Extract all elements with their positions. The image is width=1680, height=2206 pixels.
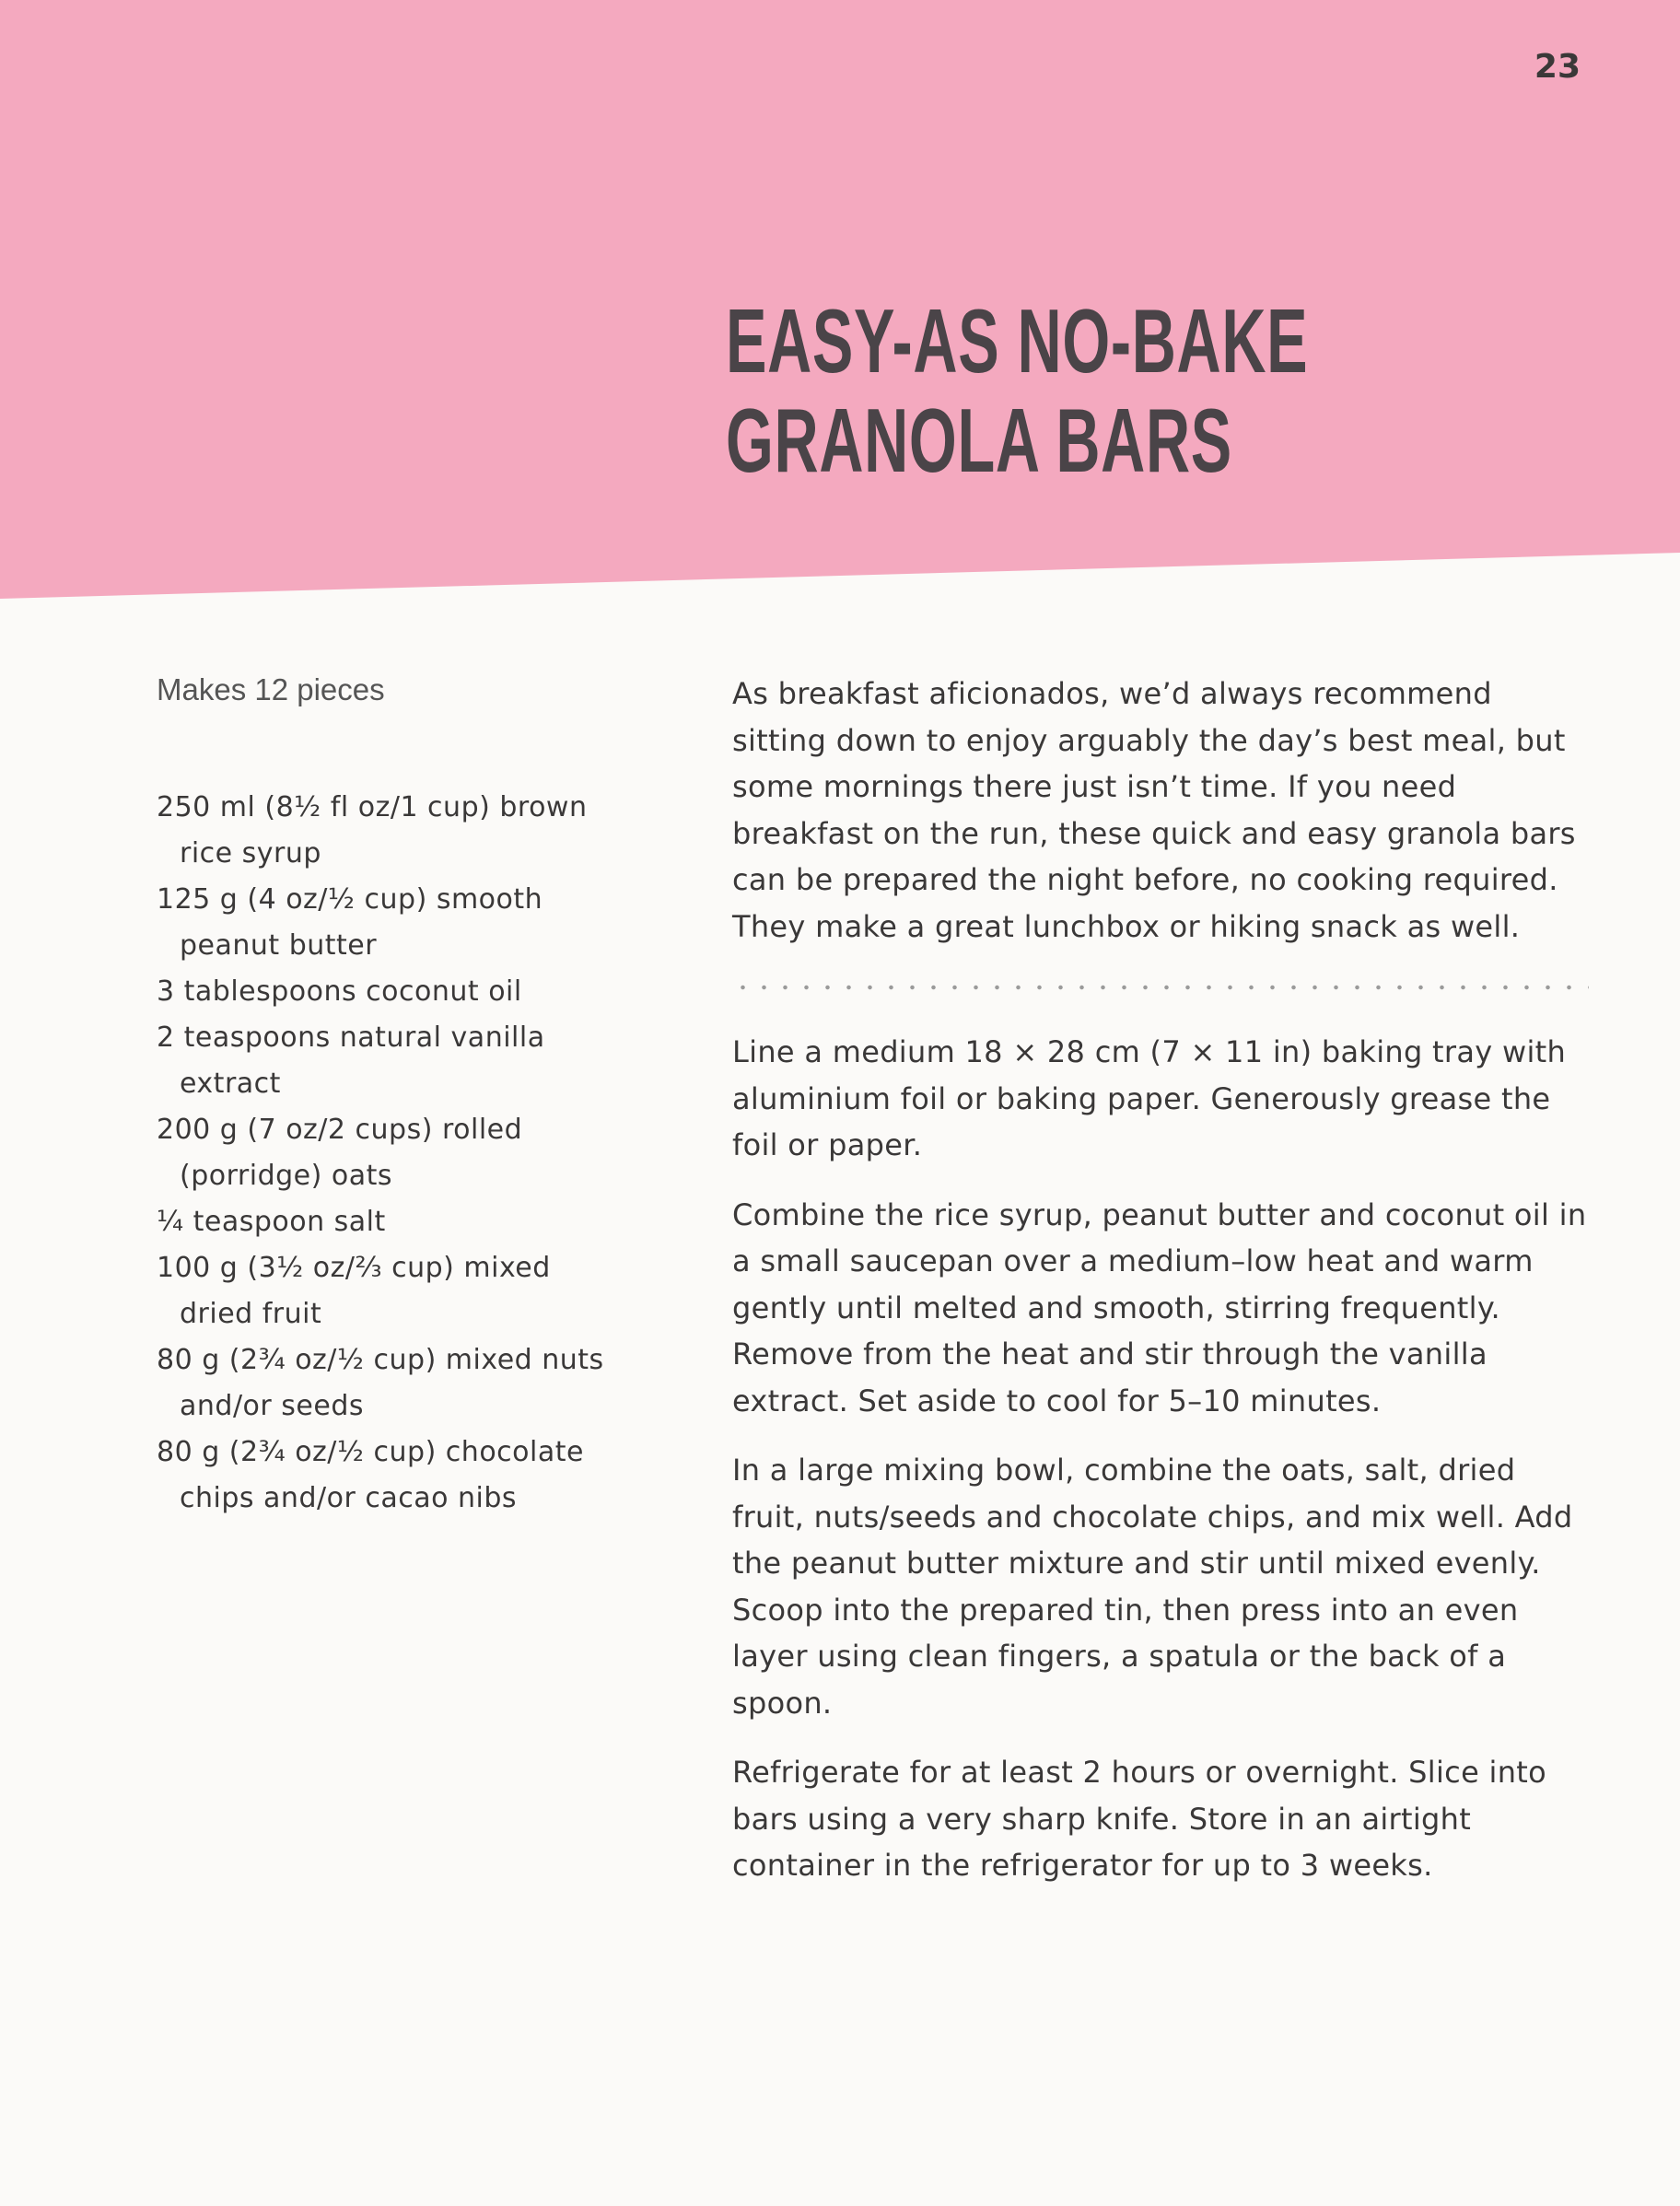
ingredient-list <box>157 785 617 1522</box>
method-step: In a large mixing bowl, combine the oats, salt, dried fruit, nuts/seeds and chocolate chips, and mix well. Add the peanut butter mixture and stir until mixed evenly. Scoop into the prepared tin, then press into an even layer using clean fingers, a spatula or the back of a spoon. <box>732 1453 1573 1721</box>
ingredient-item: 3 tablespoons coconut oil <box>157 975 522 1008</box>
method-step: Combine the rice syrup, peanut butter and coconut oil in a small saucepan over a medium–low heat and warm gently until melted and smooth, stirring frequently. Remove from the heat and stir through the vanilla extract. Set aside to cool for 5–10 minutes. <box>732 1196 1587 1418</box>
title-line-1: EASY-AS NO-BAKE <box>726 290 1309 391</box>
page-number: 23 <box>1534 48 1581 86</box>
ingredient-item: 250 ml (8½ fl oz/1 cup) brown rice syrup <box>157 791 588 870</box>
method-column <box>732 671 1589 1912</box>
dotted-divider <box>732 985 1589 990</box>
ingredient-item: 80 g (2¾ oz/½ cup) chocolate chips and/or cacao nibs <box>157 1436 584 1514</box>
method-step: Line a medium 18 × 28 cm (7 × 11 in) baking tray with aluminium foil or baking paper. Generously grease the foil or paper. <box>732 1034 1567 1162</box>
ingredient-item: 2 teaspoons natural vanilla extract <box>157 1021 545 1100</box>
ingredients-column <box>157 672 617 1522</box>
ingredient-item: 80 g (2¾ oz/½ cup) mixed nuts and/or seeds <box>157 1344 604 1422</box>
recipe-intro: As breakfast aficionados, we’d always recommend sitting down to enjoy arguably the day’s best meal, but some mornings there just isn’t time. If you need breakfast on the run, these quick and easy granola bars can be prepared the night before, no cooking required. They make a great lunchbox or hiking snack as well. <box>732 676 1576 944</box>
method-step: Refrigerate for at least 2 hours or overnight. Slice into bars using a very sharp knife. Store in an airtight container in the refrigerator for up to 3 weeks. <box>732 1755 1547 1883</box>
ingredient-item: ¼ teaspoon salt <box>157 1206 386 1238</box>
ingredient-item: 125 g (4 oz/½ cup) smooth peanut butter <box>157 883 543 962</box>
recipe-title <box>726 291 1308 490</box>
ingredient-item: 200 g (7 oz/2 cups) rolled (porridge) oats <box>157 1114 523 1192</box>
recipe-yield: Makes 12 pieces <box>157 672 385 706</box>
ingredient-item: 100 g (3½ oz/⅔ cup) mixed dried fruit <box>157 1252 551 1330</box>
title-line-2: GRANOLA BARS <box>726 390 1232 491</box>
